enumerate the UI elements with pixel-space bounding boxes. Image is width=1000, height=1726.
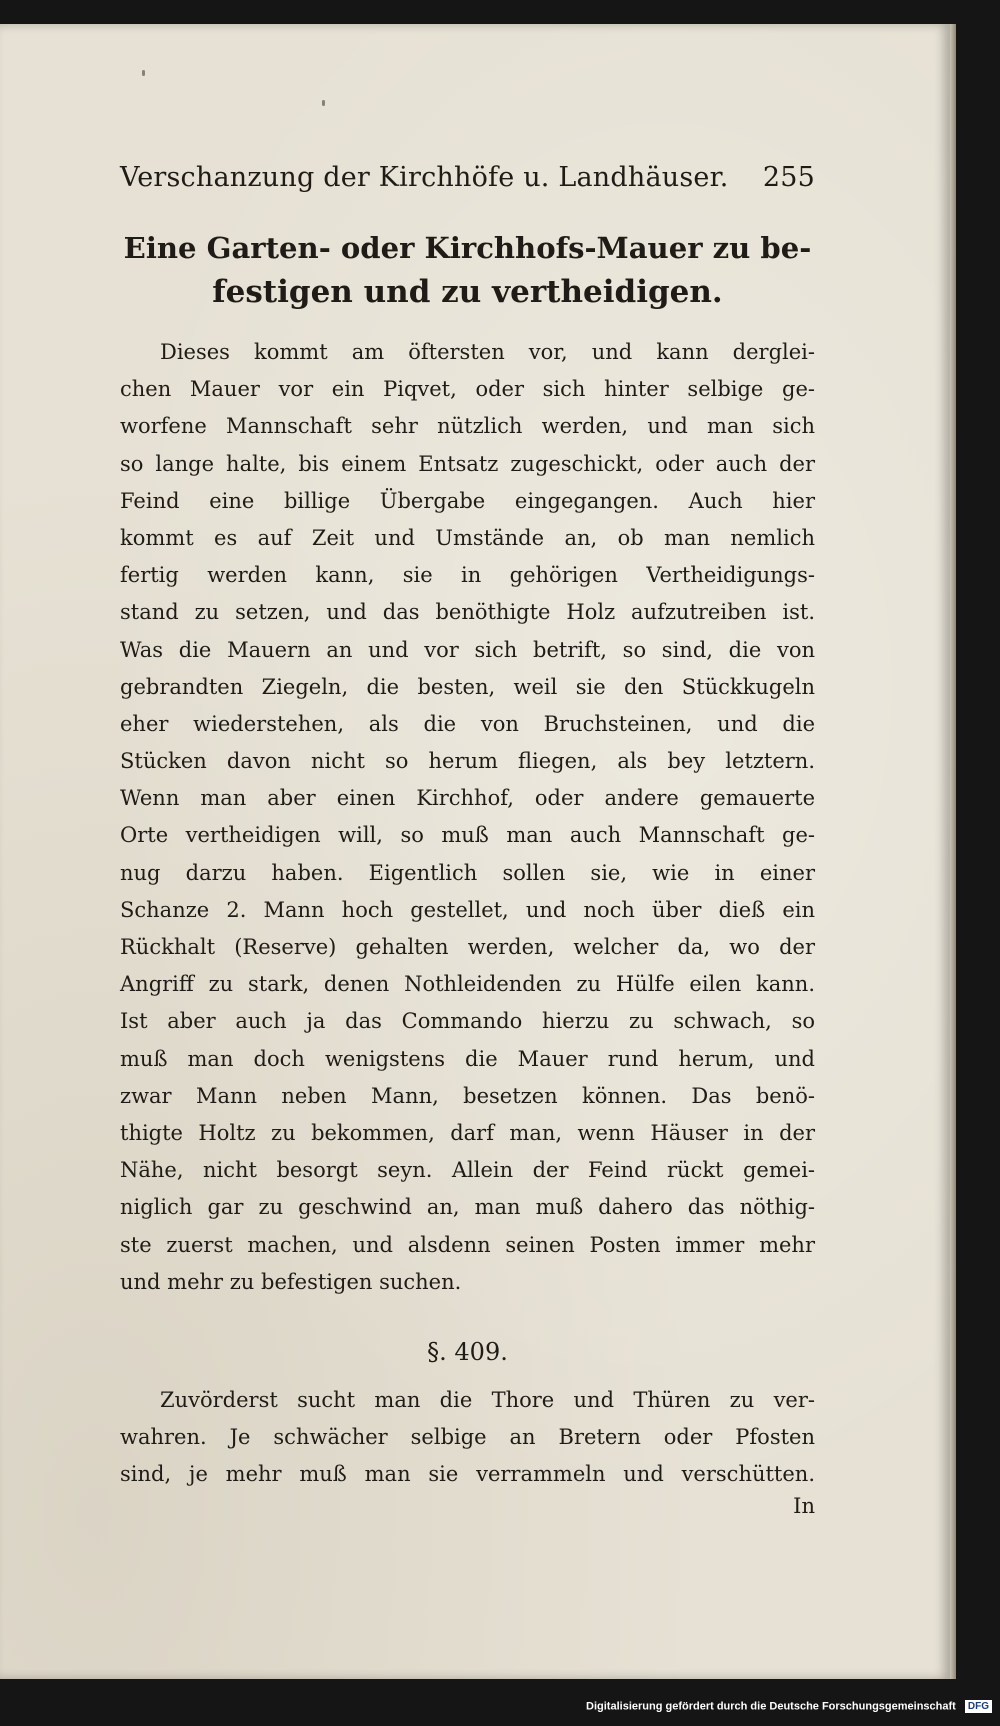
text-line: kommt es auf Zeit und Umstände an, ob man nemlich [120,525,815,550]
text-line: so lange halte, bis einem Entsatz zugeschickt, oder auch der [120,451,815,476]
text-line: ste zuerst machen, und alsdenn seinen Posten immer mehr [120,1232,815,1257]
text-line: Wenn man aber einen Kirchhof, oder andere gemauerte [120,786,815,811]
paragraph-1 [120,334,815,1301]
page-edge [950,24,956,1679]
text-line: wahren. Je schwächer selbige an Bretern oder Pfosten [120,1425,815,1450]
running-head-title: Verschanzung der Kirchhöfe u. Landhäuser. [120,162,729,193]
catchword: In [793,1494,815,1518]
text-line: Was die Mauern an und vor sich betrift, so sind, die von [120,637,815,662]
text-line: und mehr zu befestigen suchen. [120,1269,462,1294]
text-line: niglich gar zu geschwind an, man muß dahero das nöthig- [120,1195,815,1220]
text-line: fertig werden kann, sie in gehörigen Vertheidigungs- [120,563,815,588]
text-line: Schanze 2. Mann hoch gestellet, und noch über dieß ein [120,897,815,922]
text-line: gebrandten Ziegeln, die besten, weil sie den Stückkugeln [120,674,815,699]
heading-line: festigen und zu vertheidigen. [212,274,723,310]
text-line: Nähe, nicht besorgt seyn. Allein der Feind rückt gemei- [120,1158,815,1183]
text-line: Feind eine billige Übergabe eingegangen. Auch hier [120,488,815,513]
paper-speck [142,70,145,76]
credit-text: Digitalisierung gefördert durch die Deutsche Forschungsgemeinschaft [586,1700,956,1713]
heading-line: Eine Garten- oder Kirchhofs-Mauer zu be- [123,231,812,265]
text-line: Orte vertheidigen will, so muß man auch Mannschaft ge- [120,823,815,848]
text-line: Dieses kommt am öftersten vor, und kann derglei- [160,340,815,364]
digitization-credit [0,1700,992,1713]
text-line: Zuvörderst sucht man die Thore und Thüren zu ver- [160,1388,815,1412]
text-line: worfene Mannschaft sehr nützlich werden, und man sich [120,414,815,439]
text-line: eher wiederstehen, als die von Bruchsteinen, und die [120,711,815,736]
text-line: chen Mauer vor ein Piqvet, oder sich hinter selbige ge- [120,377,815,402]
text-line: muß man doch wenigstens die Mauer rund herum, und [120,1046,815,1071]
book-page [0,24,950,1679]
text-line: nug darzu haben. Eigentlich sollen sie, wie in einer [120,860,815,885]
text-line: Stücken davon nicht so herum fliegen, als bey letztern. [120,749,815,774]
text-line: Rückhalt (Reserve) gehalten werden, welcher da, wo der [120,935,815,959]
running-head [120,162,815,204]
section-number: §. 409. [427,1338,508,1366]
text-line: Angriff zu stark, denen Nothleidenden zu Hülfe eilen kann. [120,972,815,997]
text-line: thigte Holtz zu bekommen, darf man, wenn Häuser in der [120,1120,815,1145]
dfg-logo: DFG [965,1700,992,1713]
page-number: 255 [762,162,815,193]
text-line: sind, je mehr muß man sie verrammeln und verschütten. [120,1462,815,1487]
paper-speck [322,100,325,106]
text-line: stand zu setzen, und das benöthigte Holz aufzutreiben ist. [120,600,815,625]
text-line: zwar Mann neben Mann, besetzen können. Das benö- [120,1083,815,1108]
paragraph-2 [120,1382,815,1494]
text-line: Ist aber auch ja das Commando hierzu zu schwach, so [120,1009,815,1034]
section-heading [120,226,815,314]
